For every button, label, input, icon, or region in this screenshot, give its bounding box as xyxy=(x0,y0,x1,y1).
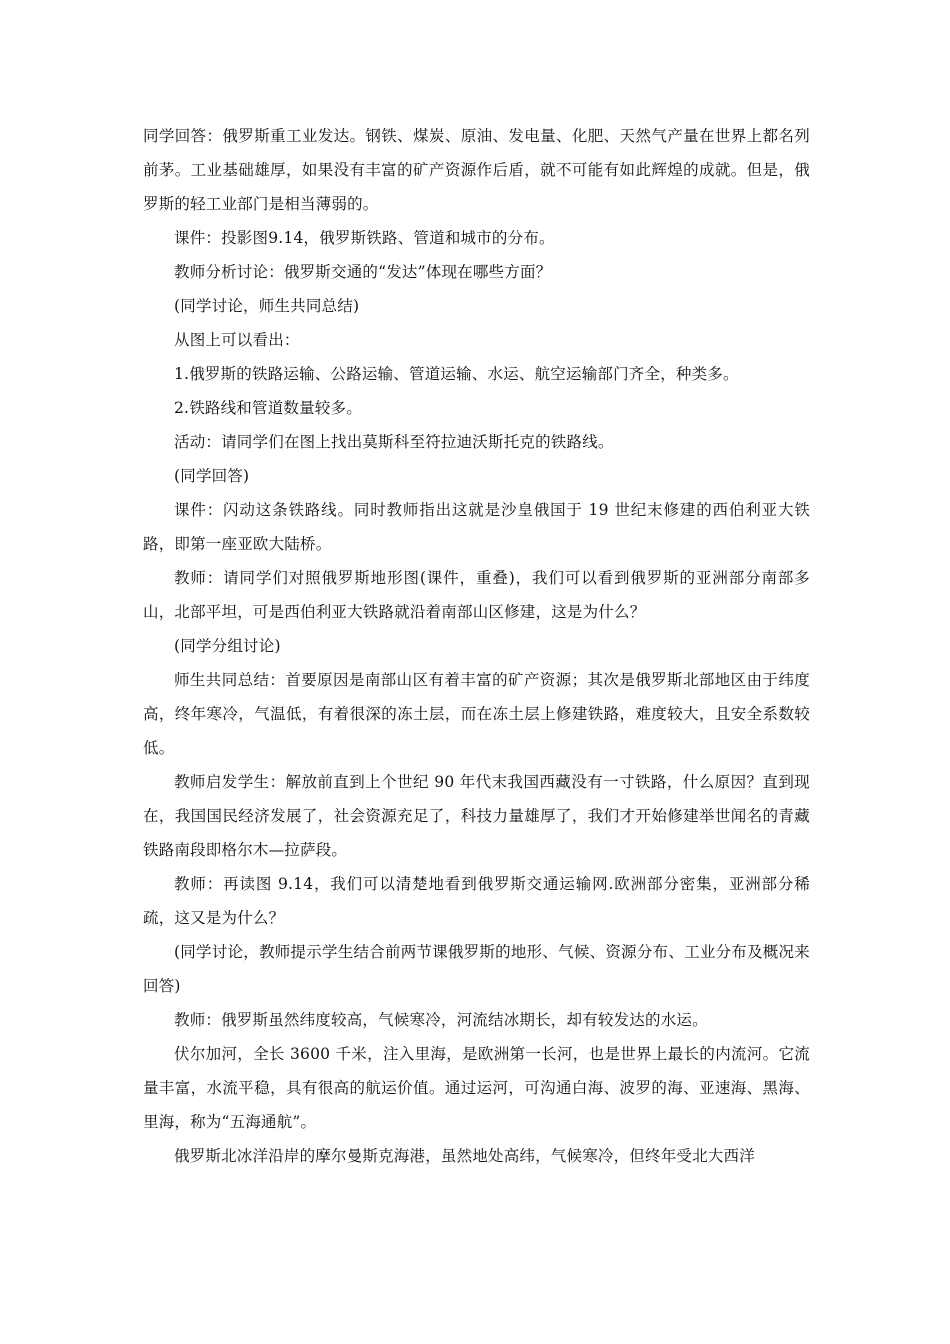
paragraph-summary: 师生共同总结：首要原因是南部山区有着丰富的矿产资源；其次是俄罗斯北部地区由于纬度高，终年寒冷，气温低，有着很深的冻土层，而在冻土层上修建铁路，难度较大，且安全系数较低。 xyxy=(143,671,810,757)
paragraph-courseware-projection: 课件：投影图9.14，俄罗斯铁路、管道和城市的分布。 xyxy=(174,229,555,247)
paragraph-student-answer: 同学回答：俄罗斯重工业发达。钢铁、煤炭、原油、发电量、化肥、天然气产量在世界上都名列前茅。工业基础雄厚，如果没有丰富的矿产资源作后盾，就不可能有如此辉煌的成就。但是，俄罗斯的轻工业部门是相当薄弱的。 xyxy=(143,127,810,213)
paragraph-volga-river: 伏尔加河，全长 3600 千米，注入里海，是欧洲第一长河，也是世界上最长的内流河。它流量丰富，水流平稳，具有很高的航运价值。通过运河，可沟通白海、波罗的海、亚速海、黑海、里海，称为“五海通航”。 xyxy=(143,1045,810,1131)
paragraph-from-map: 从图上可以看出： xyxy=(174,331,300,349)
paragraph-teacher-question: 教师分析讨论：俄罗斯交通的“发达”体现在哪些方面？ xyxy=(174,263,552,281)
paragraph-point-2: 2.铁路线和管道数量较多。 xyxy=(174,399,362,417)
paragraph-water-transport: 教师：俄罗斯虽然纬度较高，气候寒冷，河流结冰期长，却有较发达的水运。 xyxy=(174,1011,708,1029)
paragraph-student-reply: (同学回答) xyxy=(174,467,250,485)
paragraph-teacher-terrain: 教师：请同学们对照俄罗斯地形图(课件，重叠)，我们可以看到俄罗斯的亚洲部分南部多山，北部平坦，可是西伯利亚大铁路就沿着南部山区修建，这是为什么？ xyxy=(143,569,810,621)
paragraph-activity: 活动：请同学们在图上找出莫斯科至符拉迪沃斯托克的铁路线。 xyxy=(174,433,614,451)
paragraph-courseware-railway: 课件：闪动这条铁路线。同时教师指出这就是沙皇俄国于 19 世纪末修建的西伯利亚大铁路，即第一座亚欧大陆桥。 xyxy=(143,501,810,553)
document-body xyxy=(143,119,810,1173)
paragraph-murmansk-port: 俄罗斯北冰洋沿岸的摩尔曼斯克海港，虽然地处高纬，气候寒冷，但终年受北大西洋 xyxy=(174,1147,755,1165)
paragraph-group-work: (同学分组讨论) xyxy=(174,637,281,655)
paragraph-discussion-hint: (同学讨论，教师提示学生结合前两节课俄罗斯的地形、气候、资源分布、工业分布及概况来回答) xyxy=(143,943,810,995)
paragraph-reread-map: 教师：再读图 9.14，我们可以清楚地看到俄罗斯交通运输网.欧洲部分密集，亚洲部分稀疏，这又是为什么？ xyxy=(143,875,810,927)
paragraph-group-discussion: (同学讨论，师生共同总结) xyxy=(174,297,360,315)
paragraph-tibet-railway: 教师启发学生：解放前直到上个世纪 90 年代末我国西藏没有一寸铁路，什么原因？直到现在，我国国民经济发展了，社会资源充足了，科技力量雄厚了，我们才开始修建举世闻名的青藏铁路南段即格尔木—拉萨段。 xyxy=(143,773,810,859)
paragraph-point-1: 1.俄罗斯的铁路运输、公路运输、管道运输、水运、航空运输部门齐全，种类多。 xyxy=(174,365,739,383)
